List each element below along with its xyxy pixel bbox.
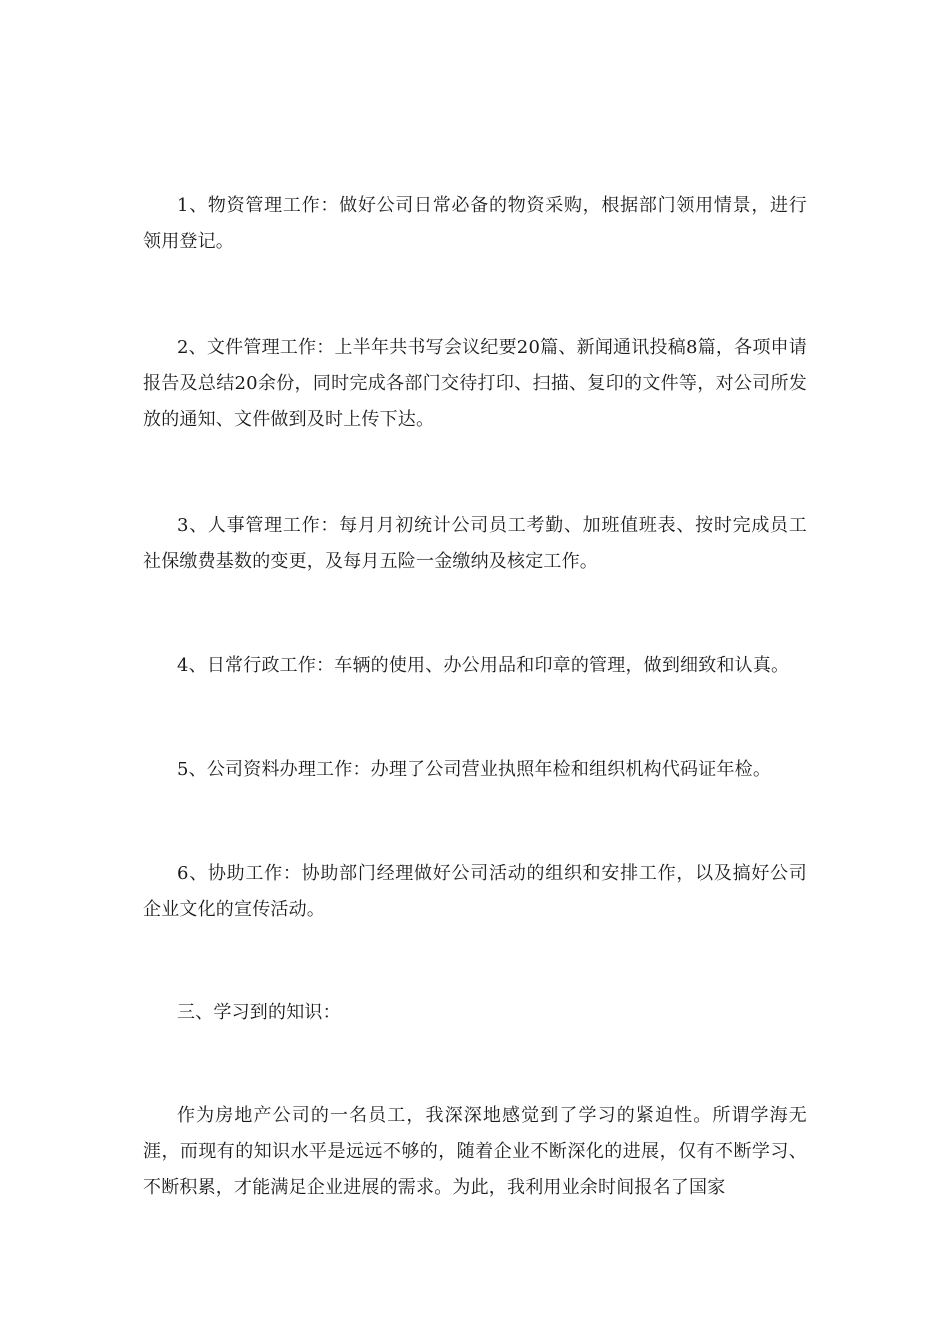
paragraph-materials-management: 1、物资管理工作：做好公司日常必备的物资采购，根据部门领用情景，进行领用登记。 bbox=[143, 195, 807, 252]
section-heading-knowledge: 三、学习到的知识： bbox=[177, 1002, 341, 1023]
paragraph-assistance-work: 6、协助工作：协助部门经理做好公司活动的组织和安排工作，以及搞好公司企业文化的宣传活动。 bbox=[143, 863, 807, 920]
paragraph-learning: 作为房地产公司的一名员工，我深深地感觉到了学习的紧迫性。所谓学海无涯，而现有的知识水平是远远不够的，随着企业不断深化的进展，仅有不断学习、不断积累，才能满足企业进展的需求。为此，我利用业余时间报名了国家 bbox=[143, 1105, 807, 1198]
paragraph-document-management: 2、文件管理工作：上半年共书写会议纪要20篇、新闻通讯投稿8篇，各项申请报告及总结20余份，同时完成各部门交待打印、扫描、复印的文件等，对公司所发放的通知、文件做到及时上传下达。 bbox=[143, 337, 807, 430]
paragraph-company-records: 5、公司资料办理工作：办理了公司营业执照年检和组织机构代码证年检。 bbox=[177, 759, 772, 780]
paragraph-daily-administration: 4、日常行政工作：车辆的使用、办公用品和印章的管理，做到细致和认真。 bbox=[177, 655, 790, 676]
paragraph-personnel-management: 3、人事管理工作：每月月初统计公司员工考勤、加班值班表、按时完成员工社保缴费基数的变更，及每月五险一金缴纳及核定工作。 bbox=[143, 515, 807, 572]
